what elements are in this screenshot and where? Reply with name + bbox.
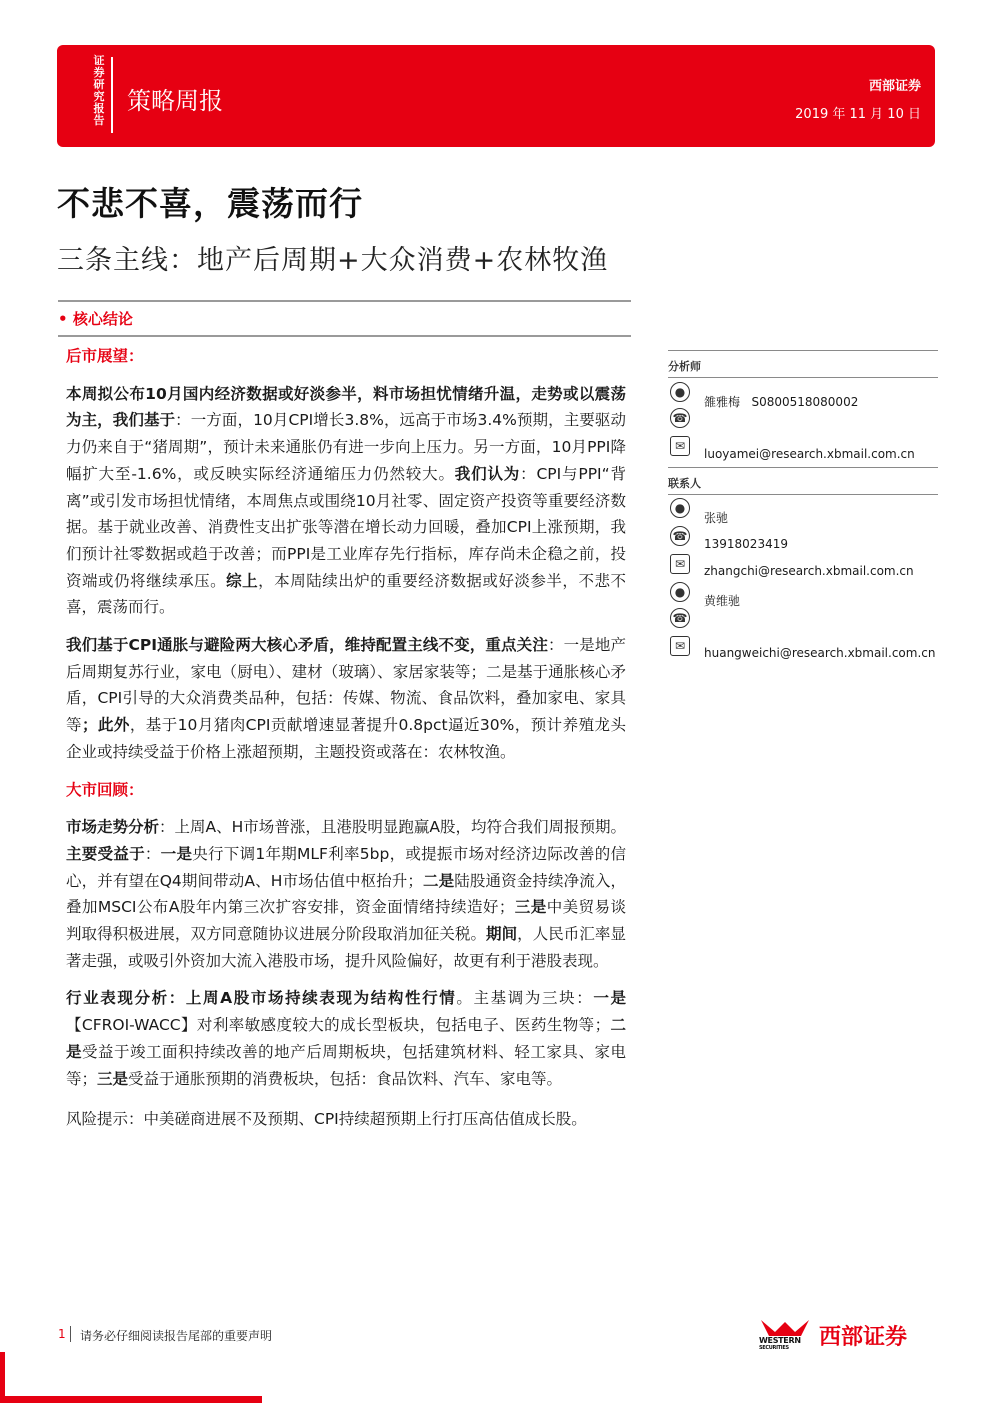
emphasis: 主要受益于 bbox=[66, 844, 145, 863]
emphasis: 三是 bbox=[514, 898, 547, 917]
report-subtitle: 三条主线：地产后周期+大众消费+农林牧渔 bbox=[57, 245, 609, 276]
logo-en-sub: SECURITIES bbox=[759, 1345, 789, 1351]
sidebar-rule bbox=[668, 377, 938, 378]
text: 受益于通胀预期的消费板块，包括：食品饮料、汽车、家电等。 bbox=[128, 1069, 563, 1088]
footer-divider bbox=[70, 1326, 71, 1342]
company-logo bbox=[757, 1316, 935, 1352]
text: 。主基调为三块： bbox=[456, 989, 594, 1008]
mail-icon: ✉ bbox=[670, 436, 690, 456]
phone-icon: ☎ bbox=[670, 408, 690, 428]
contact1-name: 张驰 bbox=[704, 511, 729, 525]
text: ，人民币汇率显著走强，或吸引外资加大流入港股市场，提升风险偏好，故更有利于港股表现。 bbox=[66, 925, 626, 970]
disclaimer-note: 请务必仔细阅读报告尾部的重要声明 bbox=[80, 1329, 273, 1343]
emphasis: ；此外 bbox=[81, 716, 130, 735]
contact-heading: 联系人 bbox=[668, 477, 701, 490]
emphasis: 一是 bbox=[593, 989, 626, 1008]
logo-chinese-name: 西部证券 bbox=[819, 1325, 908, 1350]
person-icon: ● bbox=[670, 498, 690, 518]
person-icon: ● bbox=[670, 382, 690, 402]
emphasis: 我们认为 bbox=[454, 464, 521, 483]
analyst-license: S0800518080002 bbox=[751, 395, 859, 409]
corner-accent-horizontal bbox=[0, 1396, 262, 1403]
contact2-name: 黄维驰 bbox=[704, 594, 741, 608]
emphasis: 我们基于CPI通胀与避险两大核心矛盾，维持配置主线不变，重点关注 bbox=[66, 636, 548, 655]
emphasis: 二是 bbox=[66, 1016, 626, 1061]
contact1-email[interactable]: zhangchi@research.xbmail.com.cn bbox=[704, 564, 914, 578]
phone-icon: ☎ bbox=[670, 526, 690, 546]
report-date: 2019 年 11 月 10 日 bbox=[795, 107, 921, 122]
text: ：一是地产后周期复苏行业，家电（厨电）、建材（玻璃）、家居家装等；二是基于通胀核心矛盾，CPI引导的大众消费类品种，包括：传媒、物流、食品饮料，叠加家电、家具等 bbox=[66, 636, 626, 735]
section-heading-text: 核心结论 bbox=[72, 310, 133, 328]
analyst-name bbox=[704, 393, 858, 410]
report-category-tag: 证券研究报告 bbox=[93, 54, 105, 127]
allocation-paragraph bbox=[66, 632, 626, 766]
emphasis: 一是 bbox=[160, 844, 193, 863]
main-body bbox=[66, 343, 626, 1144]
section-top-rule bbox=[58, 300, 631, 302]
text: 受益于竣工面积持续改善的地产后周期板块，包括建筑材料、轻工家具、家电等； bbox=[66, 1042, 626, 1088]
mail-icon: ✉ bbox=[670, 554, 690, 574]
emphasis: 三是 bbox=[97, 1069, 129, 1088]
text: 中美贸易谈判取得积极进展，双方同意随协议进展分阶段取消加征关税。 bbox=[66, 898, 626, 944]
industry-paragraph bbox=[66, 985, 626, 1092]
emphasis: 二是 bbox=[422, 871, 455, 890]
market-trend-paragraph bbox=[66, 814, 626, 974]
logo-en-name: WESTERN bbox=[759, 1336, 801, 1345]
person-icon: ● bbox=[670, 582, 690, 602]
text: 【CFROI-WACC】对利率敏感度较大的成长型板块，包括电子、医药生物等； bbox=[66, 1016, 611, 1035]
outlook-paragraph bbox=[66, 381, 626, 621]
text: ，基于10月猪肉CPI贡献增速显著提升0.8pct逼近30%，预计养殖龙头企业或持续受益于价格上涨超预期，主题投资或落在：农林牧渔。 bbox=[66, 716, 626, 761]
text: 央行下调1年期MLF利率5bp，或提振市场对经济边际改善的信心，并有望在Q4期间带动A、H市场估值中枢抬升； bbox=[66, 844, 626, 890]
text: ： bbox=[144, 844, 161, 863]
contact2-email[interactable]: huangweichi@research.xbmail.com.cn bbox=[704, 646, 936, 660]
section-heading bbox=[58, 308, 133, 329]
phone-icon: ☎ bbox=[670, 608, 690, 628]
sidebar-rule bbox=[668, 494, 938, 495]
risk-warning: 风险提示：中美磋商进展不及预期、CPI持续超预期上行打压高估值成长股。 bbox=[66, 1110, 587, 1129]
report-title: 不悲不喜，震荡而行 bbox=[57, 184, 363, 223]
sidebar-rule bbox=[668, 350, 938, 351]
review-label: 大市回顾： bbox=[66, 780, 144, 799]
emphasis: 市场走势分析 bbox=[66, 818, 160, 837]
emphasis: 本周拟公布10月国内经济数据或好淡参半，料市场担忧情绪升温，走势或以震荡为主，我们基于 bbox=[66, 384, 626, 430]
text: 陆股通资金持续净流入，叠加MSCI公布A股年内第三次扩容安排，资金面情绪持续造好； bbox=[66, 871, 626, 917]
section-bullet: • bbox=[58, 310, 68, 328]
emphasis: 期间 bbox=[486, 925, 518, 944]
analyst-heading: 分析师 bbox=[668, 360, 701, 373]
brokerage-name: 西部证券 bbox=[868, 79, 921, 94]
outlook-label: 后市展望： bbox=[66, 347, 144, 365]
logo-english bbox=[759, 1336, 801, 1351]
section-bottom-rule bbox=[58, 335, 631, 337]
emphasis: 综上 bbox=[226, 571, 259, 590]
sidebar-rule bbox=[668, 467, 938, 468]
text: ：一方面，10月CPI增长3.8%，远高于市场3.4%预期，主要驱动力仍来自于“猪周期”，预计未来通胀仍有进一步向上压力。另一方面，10月PPI降幅扩大至-1.6%，或反映实际经济通缩压力仍然较大。 bbox=[66, 411, 626, 483]
analyst-name-text: 雒雅梅 bbox=[704, 395, 741, 409]
analyst-email[interactable]: luoyamei@research.xbmail.com.cn bbox=[704, 447, 915, 461]
mail-icon: ✉ bbox=[670, 636, 690, 656]
banner-divider bbox=[111, 57, 113, 133]
text: ：CPI与PPI“背离”或引发市场担忧情绪，本周焦点或围绕10月社零、固定资产投资等重要经济数据。基于就业改善、消费性支出扩张等潜在增长动力回暖，叠加CPI上涨预期，我们预计社零数据或趋于改善；而PPI是工业库存先行指标，库存尚未企稳之前，投资端或仍将继续承压。 bbox=[66, 464, 626, 590]
report-header-banner bbox=[57, 45, 935, 147]
page-number: 1 bbox=[58, 1327, 66, 1341]
emphasis: 行业表现分析：上周A股市场持续表现为结构性行情 bbox=[66, 989, 457, 1008]
text: ：上周A、H市场普涨，且港股明显跑赢A股，均符合我们周报预期。 bbox=[159, 818, 626, 837]
contact1-phone: 13918023419 bbox=[704, 537, 788, 551]
report-type: 策略周报 bbox=[127, 87, 223, 115]
text: ，本周陆续出炉的重要经济数据或好淡参半，不悲不喜，震荡而行。 bbox=[66, 571, 626, 617]
